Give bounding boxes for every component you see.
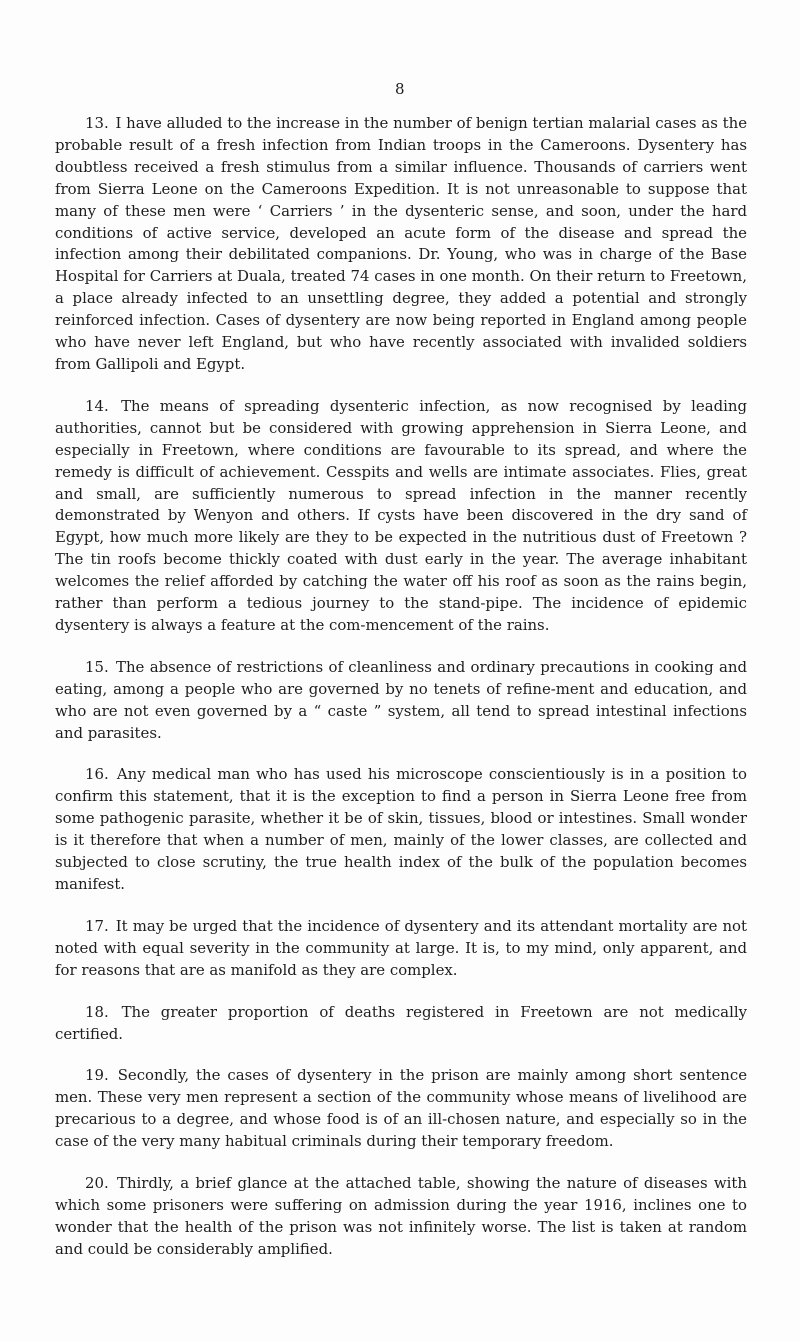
paragraph-number: 14. [85,396,109,415]
paragraph-number: 16. [85,765,109,784]
paragraph-text: The means of spreading dysenteric infection, as now recognised by leading authorities, cannot but be considered with growing apprehension in Sierra Leone, and especially in Freetown, where conditions are favourable to its spread, and where the remedy is difficult of achievement. Cesspits and wells are intimate associates. Flies, great and small, are sufficiently numerous to spread infection in the manner recently demonstrated by Wenyon and others. If cysts have been discovered in the dry sand of Egypt, how much more likely are they to be expected in the nutritious dust of Freetown ? The tin roofs become thickly coated with dust early in the year. The average inhabitant welcomes the relief afforded by catching the water off his roof as soon as the rains begin, rather than perform a tedious journey to the stand-pipe. The incidence of epidemic dysentery is always a feature at the com-mencement of the rains. [55,396,747,634]
paragraph-number: 13. [85,114,109,132]
paragraph-text: Thirdly, a brief glance at the attached table, showing the nature of diseases with which some prisoners were suffering on admission during the year 1916, inclines one to wonder that the health of the prison was not infinitely worse. The list is taken at random and could be considerably amplified. [55,1174,747,1258]
paragraph-text: Any medical man who has used his microscope conscientiously is in a position to confirm this statement, that it is the exception to find a person in Sierra Leone free from some pathogenic parasite, whether it be of skin, tissues, blood or intestines. Small wonder is it therefore that when a number of men, mainly of the lower classes, are collected and subjected to close scrutiny, the true health index of the bulk of the population becomes manifest. [55,765,747,893]
paragraph-19 [55,1065,747,1153]
page-number: 8 [394,80,406,98]
paragraph-17 [55,916,747,982]
paragraph-13 [55,113,747,376]
paragraph-number: 20. [85,1174,109,1193]
body-text [55,113,747,1281]
paragraph-14 [55,396,747,637]
paragraph-number: 18. [85,1002,109,1021]
paragraph-text: It may be urged that the incidence of dysentery and its attendant mortality are not noted with equal severity in the community at large. It is, to my mind, only apparent, and for reasons that are as manifold as they are complex. [55,916,748,979]
paragraph-text: Secondly, the cases of dysentery in the prison are mainly among short sentence men. These very men represent a section of the community whose means of livelihood are precarious to a degree, and whose food is of an ill-chosen nature, and especially so in the case of the very many habitual criminals during their temporary freedom. [55,1066,748,1151]
paragraph-text: I have alluded to the increase in the number of benign tertian malarial cases as the probable result of a fresh infection from Indian troops in the Cameroons. Dysentery has doubtless received a fresh stimulus from a similar influence. Thousands of carriers went from Sierra Leone on the Cameroons Expedition. It is not unreasonable to suppose that many of these men were ‘ Carriers ’ in the dysenteric sense, and soon, under the hard conditions of active service, developed an acute form of the disease and spread the infection among their debilitated companions. Dr. Young, who was in charge of the Base Hospital for Carriers at Duala, treated 74 cases in one month. On their return to Freetown, a place already infected to an unsettling degree, they added a potential and strongly reinforced infection. Cases of dysentery are now being reported in England among people who have never left England, but who have recently associated with invalided soldiers from Gallipoli and Egypt. [55,114,748,373]
paragraph-number: 17. [85,916,109,935]
paragraph-number: 15. [85,657,109,676]
paragraph-18 [55,1002,747,1046]
paragraph-text: The absence of restrictions of cleanliness and ordinary precautions in cooking and eating, among a people who are governed by no tenets of refine-ment and education, and who are not even governed by a “ caste ” system, all tend to spread intestinal infections and parasites. [55,657,748,742]
paragraph-16 [55,764,747,895]
paragraph-text: The greater proportion of deaths registered in Freetown are not medically certified. [55,1002,748,1043]
paragraph-15 [55,657,747,745]
paragraph-number: 19. [85,1066,109,1085]
paragraph-20 [55,1173,747,1261]
